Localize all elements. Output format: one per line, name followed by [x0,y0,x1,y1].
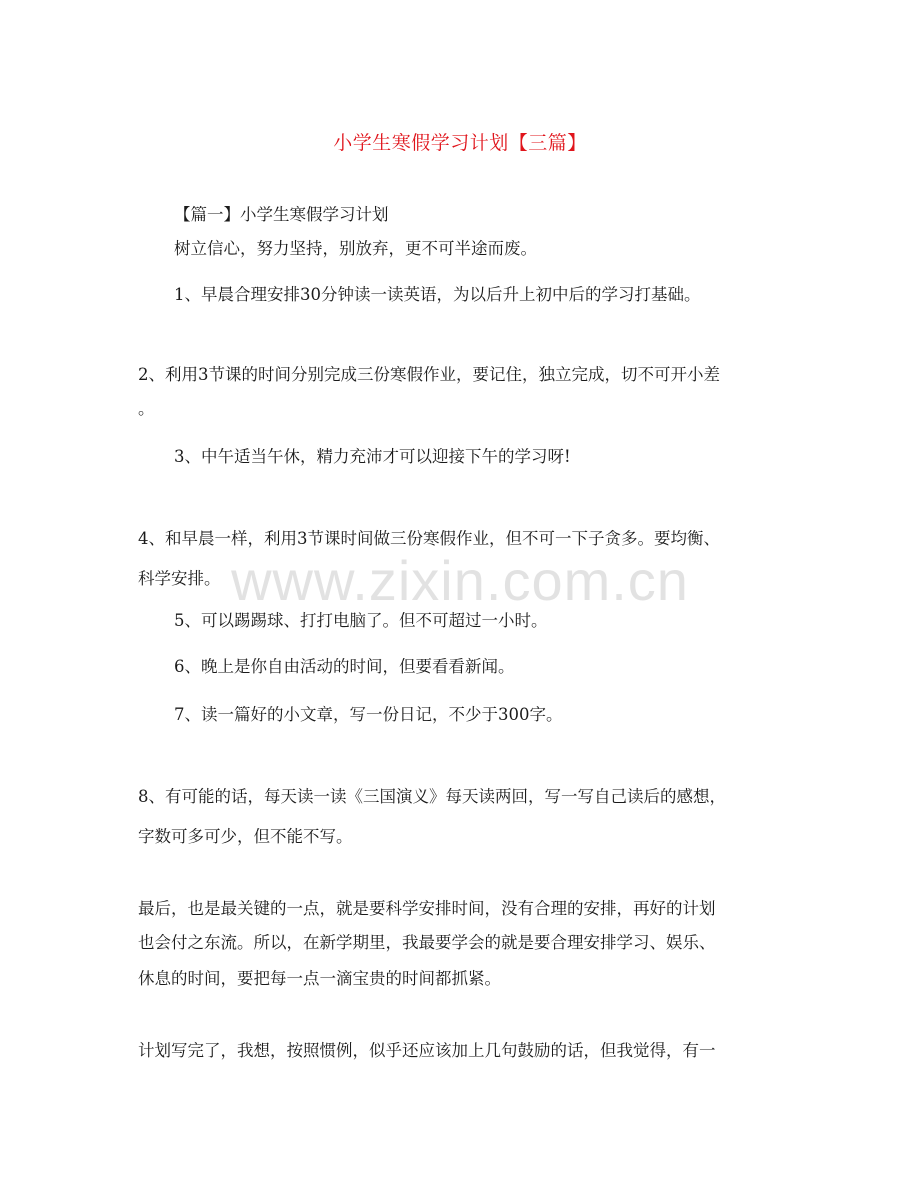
plan-item-5: 5、可以踢踢球、打打电脑了。但不可超过一小时。 [174,611,548,630]
plan-item-8-cont: 字数可多可少，但不能不写。 [138,827,353,846]
plan-item-2-cont: 。 [138,399,155,418]
final-paragraph: 计划写完了，我想，按照惯例，似乎还应该加上几句鼓励的话，但我觉得，有一 [138,1041,716,1060]
plan-item-2: 2、利用3节课的时间分别完成三份寒假作业，要记住，独立完成，切不可开小差 [138,365,720,384]
plan-item-1: 1、早晨合理安排30分钟读一读英语，为以后升上初中后的学习打基础。 [174,285,701,304]
plan-item-8: 8、有可能的话，每天读一读《三国演义》每天读两回，写一写自己读后的感想， [138,787,726,806]
closing-line-1: 最后，也是最关键的一点，就是要科学安排时间，没有合理的安排，再好的计划 [138,899,716,918]
plan-item-4: 4、和早晨一样，利用3节课时间做三份寒假作业，但不可一下子贪多。要均衡、 [138,529,720,548]
intro-paragraph: 树立信心，努力坚持，别放弃，更不可半途而废。 [174,239,537,258]
watermark: www.zixin.com.cn [231,549,689,612]
closing-line-3: 休息的时间，要把每一点一滴宝贵的时间都抓紧。 [138,969,501,988]
plan-item-4-cont: 科学安排。 [138,569,221,588]
plan-item-3: 3、中午适当午休，精力充沛才可以迎接下午的学习呀! [174,447,571,466]
plan-item-7: 7、读一篇好的小文章，写一份日记，不少于300字。 [174,705,563,724]
closing-line-2: 也会付之东流。所以，在新学期里，我最要学会的就是要合理安排学习、娱乐、 [138,933,716,952]
document-title: 小学生寒假学习计划【三篇】 [333,132,587,154]
plan-item-6: 6、晚上是你自由活动的时间，但要看看新闻。 [174,657,515,676]
section-heading: 【篇一】小学生寒假学习计划 [174,205,389,224]
